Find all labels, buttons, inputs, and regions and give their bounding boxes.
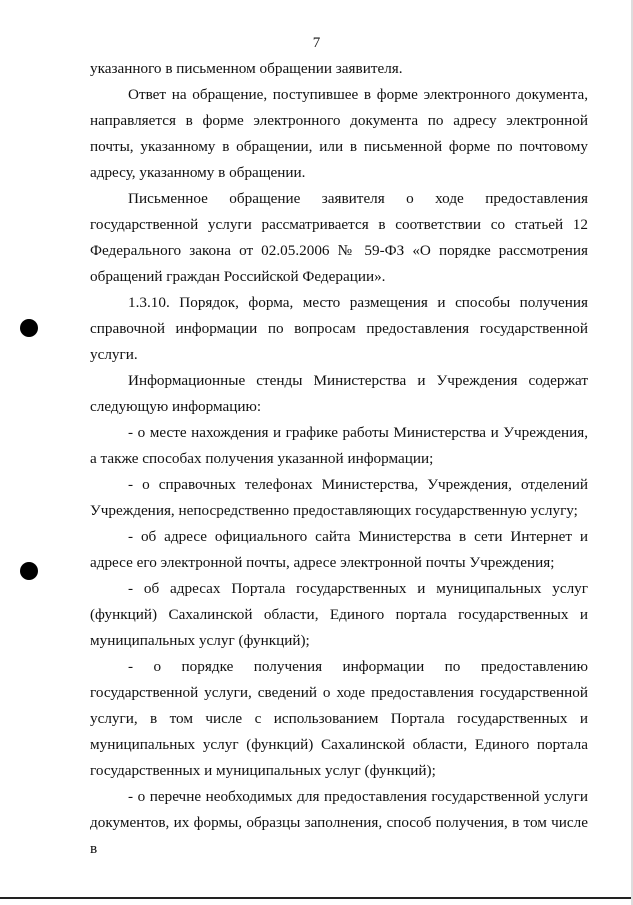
punch-hole-mark: [20, 319, 38, 337]
list-item-info-procedure: - о порядке получения информации по предоставлению государственной услуги, сведений о ходе предоставления государственной услуги, в том числе с использованием Портала государственных и муниципальных услуг (функций) Сахалинской области, Единого портала государственных и муниципальных услуг (функций);: [90, 658, 588, 779]
list-item-location-schedule: - о месте нахождения и графике работы Министерства и Учреждения, а также способах получения указанной информации;: [90, 424, 588, 467]
punch-hole-mark: [20, 562, 38, 580]
paragraph-info-stands: Информационные стенды Министерства и Учреждения содержат следующую информацию:: [90, 372, 588, 415]
page-bottom-edge: [0, 897, 633, 899]
page-number: 7: [312, 35, 321, 51]
paragraph-continuation: указанного в письменном обращении заявителя.: [90, 60, 403, 77]
paragraph-written-appeal: Письменное обращение заявителя о ходе предоставления государственной услуги рассматривается в соответствии со статьей 12 Федерального закона от 02.05.2006 № 59-ФЗ «О порядке рассмотрения обращений граждан Российской Федерации».: [90, 190, 588, 285]
paragraph-section-1-3-10: 1.3.10. Порядок, форма, место размещения и способы получения справочной информации по вопросам предоставления государственной услуги.: [90, 294, 588, 363]
list-item-phones: - о справочных телефонах Министерства, Учреждения, отделений Учреждения, непосредственно предоставляющих государственную услугу;: [90, 476, 588, 519]
list-item-website-email: - об адресе официального сайта Министерства в сети Интернет и адресе его электронной почты, адресе электронной почты Учреждения;: [90, 528, 588, 571]
list-item-documents: - о перечне необходимых для предоставления государственной услуги документов, их формы, образцы заполнения, способ получения, в том числе в: [90, 788, 588, 857]
paragraph-response-form: Ответ на обращение, поступившее в форме электронного документа, направляется в форме электронного документа по адресу электронной почты, указанному в обращении, или в письменной форме по почтовому адресу, указанному в обращении.: [90, 86, 588, 181]
list-item-portals: - об адресах Портала государственных и муниципальных услуг (функций) Сахалинской области, Единого портала государственных и муниципальных услуг (функций);: [90, 580, 588, 649]
document-body: [90, 56, 588, 862]
